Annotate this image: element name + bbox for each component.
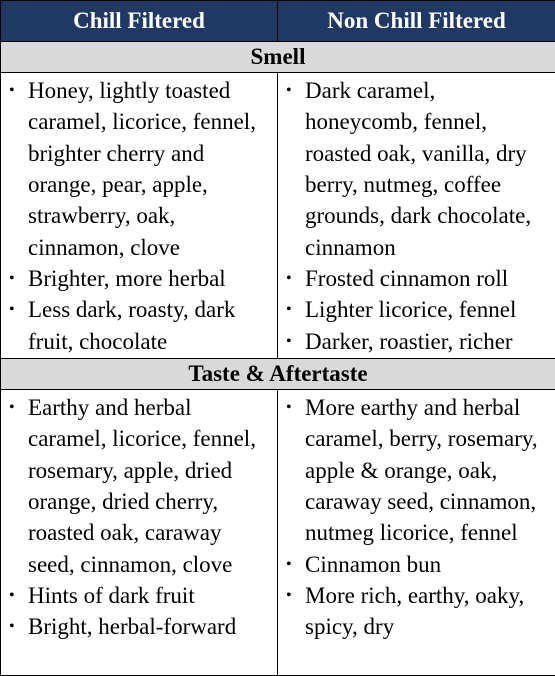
section-row-taste xyxy=(1,359,555,390)
list-item: • Honey, lightly toasted caramel, licorice, fennel, brighter cherry and orange, pear, apple, strawberry, oak, cinnamon, clove xyxy=(7,75,271,263)
list-item: • More earthy and herbal caramel, berry, rosemary, apple & orange, oak, caraway seed, cinnamon, nutmeg licorice, fennel xyxy=(284,392,549,548)
list-item: • Brighter, more herbal xyxy=(7,263,271,294)
list-item: • Cinnamon bun xyxy=(284,549,549,580)
smell-chill-cell xyxy=(1,73,278,359)
list-item: • Less dark, roasty, dark fruit, chocolate xyxy=(7,294,271,357)
list-item: • Darker, roastier, richer xyxy=(284,326,549,357)
list-item: • Dark caramel, honeycomb, fennel, roasted oak, vanilla, dry berry, nutmeg, coffee grounds, dark chocolate, cinnamon xyxy=(284,75,549,263)
smell-chill-list xyxy=(1,73,277,357)
section-row-smell xyxy=(1,42,555,73)
taste-chill-list xyxy=(1,390,277,642)
taste-chill-cell xyxy=(1,390,278,676)
smell-nonchill-list xyxy=(278,73,555,357)
header-chill-filtered: Chill Filtered xyxy=(1,1,278,42)
taste-nonchill-list xyxy=(278,390,555,642)
list-item: • Lighter licorice, fennel xyxy=(284,294,549,325)
list-item: • Bright, herbal-forward xyxy=(7,611,271,642)
taste-notes-row xyxy=(1,390,555,676)
header-row xyxy=(1,1,555,42)
section-title-smell: Smell xyxy=(1,42,555,73)
smell-nonchill-cell xyxy=(278,73,555,359)
list-item: • Hints of dark fruit xyxy=(7,580,271,611)
list-item: • Frosted cinnamon roll xyxy=(284,263,549,294)
section-title-taste: Taste & Aftertaste xyxy=(1,359,555,390)
smell-notes-row xyxy=(1,73,555,359)
list-item: • More rich, earthy, oaky, spicy, dry xyxy=(284,580,549,643)
list-item: • Earthy and herbal caramel, licorice, fennel, rosemary, apple, dried orange, dried cherry, roasted oak, caraway seed, cinnamon, clove xyxy=(7,392,271,580)
header-non-chill-filtered: Non Chill Filtered xyxy=(278,1,555,42)
taste-nonchill-cell xyxy=(278,390,555,676)
